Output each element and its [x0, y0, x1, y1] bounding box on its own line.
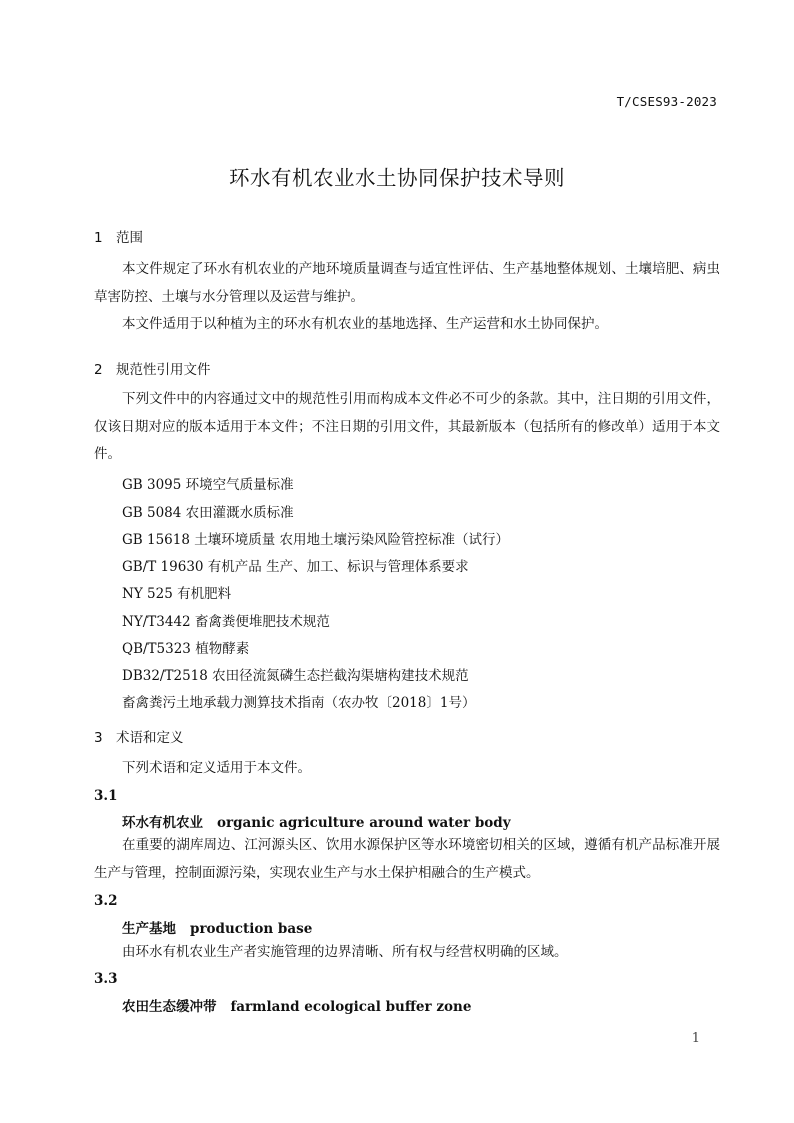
- paragraph: 下列文件中的内容通过文中的规范性引用而构成本文件必不可少的条款。其中，注日期的引用文件，仅该日期对应的版本适用于本文件；不注日期的引用文件，其最新版本（包括所有的修改单）适用于本文件。: [94, 391, 720, 462]
- reference-item: 畜禽粪污土地承载力测算技术指南（农办牧〔2018〕1号）: [122, 695, 476, 711]
- term-en: production base: [190, 921, 313, 937]
- page-number: 1: [691, 1031, 700, 1046]
- term-definition: 在重要的湖库周边、江河源头区、饮用水源保护区等水环境密切相关的区域，遵循有机产品标准开展生产与管理，控制面源污染，实现农业生产与水土保护相融合的生产模式。: [94, 837, 720, 881]
- term-number: 3.2: [94, 893, 118, 909]
- reference-item: GB 5084 农田灌溉水质标准: [122, 505, 294, 521]
- term-zh: 农田生态缓冲带: [122, 999, 217, 1015]
- term-zh: 生产基地: [122, 921, 176, 937]
- term-zh: 环水有机农业: [122, 815, 203, 831]
- paragraph: 下列术语和定义适用于本文件。: [122, 760, 311, 776]
- section-1-heading: [94, 226, 143, 246]
- term-heading: [122, 811, 511, 831]
- reference-item: DB32/T2518 农田径流氮磷生态拦截沟渠塘构建技术规范: [122, 668, 469, 684]
- reference-item: NY/T3442 畜禽粪便堆肥技术规范: [122, 614, 330, 630]
- section-number: 1: [94, 230, 103, 246]
- section-title: 范围: [116, 230, 143, 246]
- term-heading: [122, 917, 312, 937]
- paragraph: 本文件适用于以种植为主的环水有机农业的基地选择、生产运营和水土协同保护。: [122, 316, 608, 332]
- reference-item: NY 525 有机肥料: [122, 586, 232, 602]
- section-title: 术语和定义: [116, 730, 184, 746]
- reference-item: QB/T5323 植物酵素: [122, 641, 250, 657]
- reference-item: GB/T 19630 有机产品 生产、加工、标识与管理体系要求: [122, 559, 469, 575]
- reference-item: GB 15618 土壤环境质量 农用地土壤污染风险管控标准（试行）: [122, 532, 510, 548]
- paragraph: 本文件规定了环水有机农业的产地环境质量调查与适宜性评估、生产基地整体规划、土壤培肥、病虫草害防控、土壤与水分管理以及运营与维护。: [94, 261, 720, 305]
- section-title: 规范性引用文件: [116, 362, 211, 378]
- term-en: farmland ecological buffer zone: [230, 999, 472, 1015]
- section-number: 3: [94, 730, 103, 746]
- page-title: 环水有机农业水土协同保护技术导则: [229, 166, 565, 190]
- term-heading: [122, 995, 471, 1015]
- term-definition: 由环水有机农业生产者实施管理的边界清晰、所有权与经营权明确的区域。: [122, 944, 568, 960]
- section-2-heading: [94, 358, 211, 378]
- document-code: T/CSES93-2023: [616, 94, 717, 109]
- reference-item: GB 3095 环境空气质量标准: [122, 477, 294, 493]
- term-number: 3.3: [94, 971, 118, 987]
- section-3-heading: [94, 726, 184, 746]
- term-en: organic agriculture around water body: [217, 815, 511, 831]
- term-number: 3.1: [94, 788, 118, 804]
- section-number: 2: [94, 362, 103, 378]
